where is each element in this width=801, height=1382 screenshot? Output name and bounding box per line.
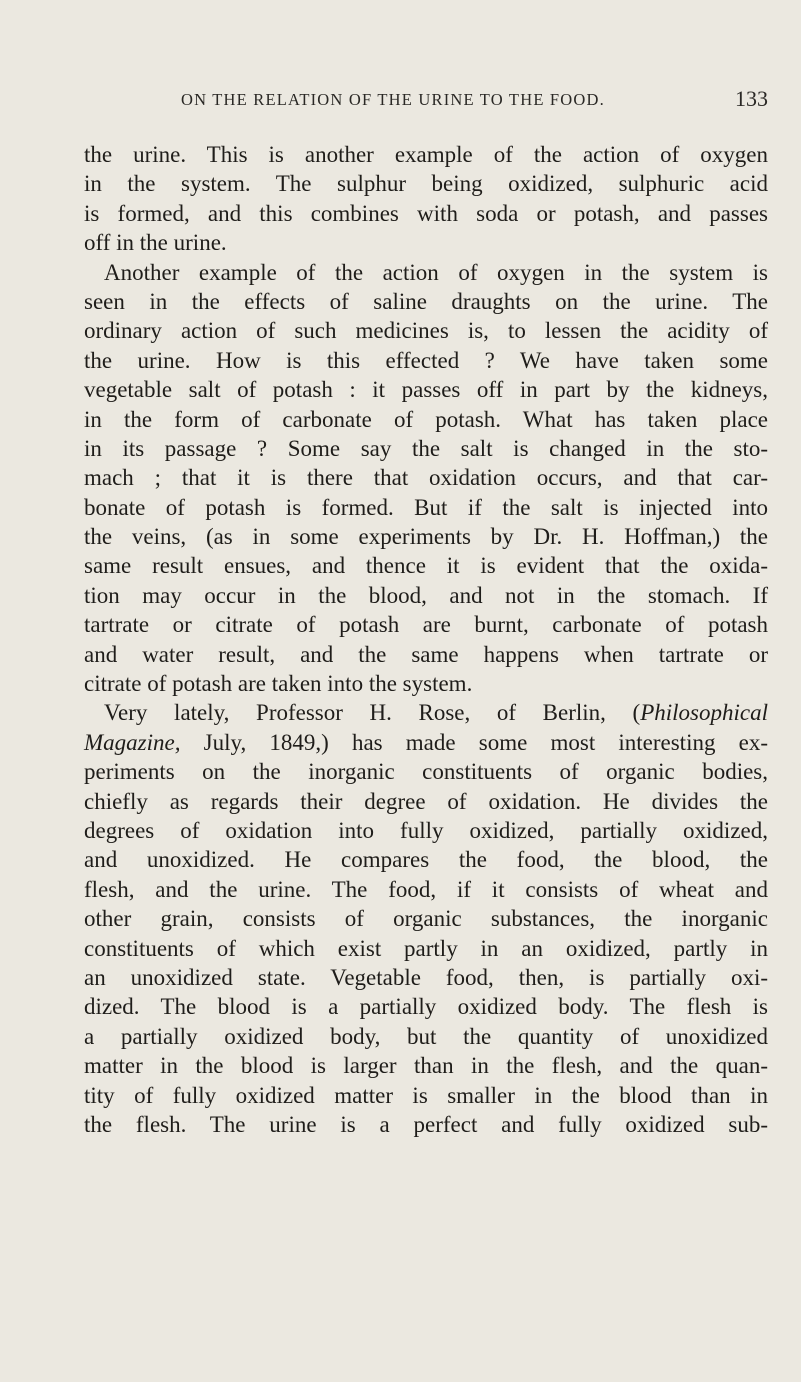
paragraph-start-line: Another example of the action of oxygen in the system is <box>104 259 768 285</box>
text-line: is formed, and this combines with soda or potash, and passes <box>84 200 768 226</box>
body-text <box>84 140 768 1139</box>
text-line: in its passage ? Some say the salt is changed in the sto- <box>84 435 768 461</box>
text-line: citrate of potash are taken into the system. <box>84 671 473 697</box>
text-line: the urine. How is this effected ? We have taken some <box>84 347 768 373</box>
citation-italic: Philosophical <box>640 700 768 726</box>
text-line: in the system. The sulphur being oxidized, sulphuric acid <box>84 171 768 197</box>
running-head <box>88 86 768 112</box>
text-line: and unoxidized. He compares the food, the blood, the <box>84 847 768 873</box>
text-line: a partially oxidized body, but the quantity of unoxidized <box>84 1023 768 1049</box>
text-line: tartrate or citrate of potash are burnt, carbonate of potash <box>84 612 768 638</box>
text-run: Very lately, Professor H. Rose, of Berlin, ( <box>104 700 641 726</box>
page-number: 133 <box>735 86 768 111</box>
text-line <box>84 728 768 757</box>
text-line: the veins, (as in some experiments by Dr. H. Hoffman,) the <box>84 524 768 550</box>
text-line: mach ; that it is there that oxidation occurs, and that car- <box>84 465 768 491</box>
text-line: other grain, consists of organic substances, the inorganic <box>84 906 768 932</box>
text-line: off in the urine. <box>84 230 227 256</box>
text-line: degrees of oxidation into fully oxidized, partially oxidized, <box>84 817 768 843</box>
text-line: same result ensues, and thence it is evident that the oxida- <box>84 553 768 579</box>
text-line: constituents of which exist partly in an oxidized, partly in <box>84 935 768 961</box>
text-line: dized. The blood is a partially oxidized body. The flesh is <box>84 994 768 1020</box>
paragraph-start-line <box>84 698 768 727</box>
text-line: flesh, and the urine. The food, if it consists of wheat and <box>84 876 768 902</box>
text-line: the urine. This is another example of the action of oxygen <box>84 142 768 167</box>
text-line: ordinary action of such medicines is, to lessen the acidity of <box>84 318 768 344</box>
text-line: the flesh. The urine is a perfect and fully oxidized sub- <box>84 1111 768 1137</box>
running-head-title: ON THE RELATION OF THE URINE TO THE FOOD. <box>181 90 605 109</box>
text-line: vegetable salt of potash : it passes off in part by the kidneys, <box>84 377 768 403</box>
text-line: matter in the blood is larger than in the flesh, and the quan- <box>84 1053 768 1079</box>
text-line: in the form of carbonate of potash. What has taken place <box>84 406 768 432</box>
text-line: and water result, and the same happens when tartrate or <box>84 641 768 667</box>
text-line: seen in the effects of saline draughts on the urine. The <box>84 288 768 314</box>
text-line: an unoxidized state. Vegetable food, then, is partially oxi- <box>84 964 768 990</box>
citation-italic: Magazine, <box>84 729 181 755</box>
text-line: periments on the inorganic constituents of organic bodies, <box>84 759 768 785</box>
text-line: bonate of potash is formed. But if the salt is injected into <box>84 494 768 520</box>
text-line: tity of fully oxidized matter is smaller in the blood than in <box>84 1082 768 1108</box>
text-line: chiefly as regards their degree of oxidation. He divides the <box>84 788 768 814</box>
text-line: tion may occur in the blood, and not in the stomach. If <box>84 582 768 608</box>
text-run: July, 1849,) has made some most interesting ex- <box>180 729 768 755</box>
